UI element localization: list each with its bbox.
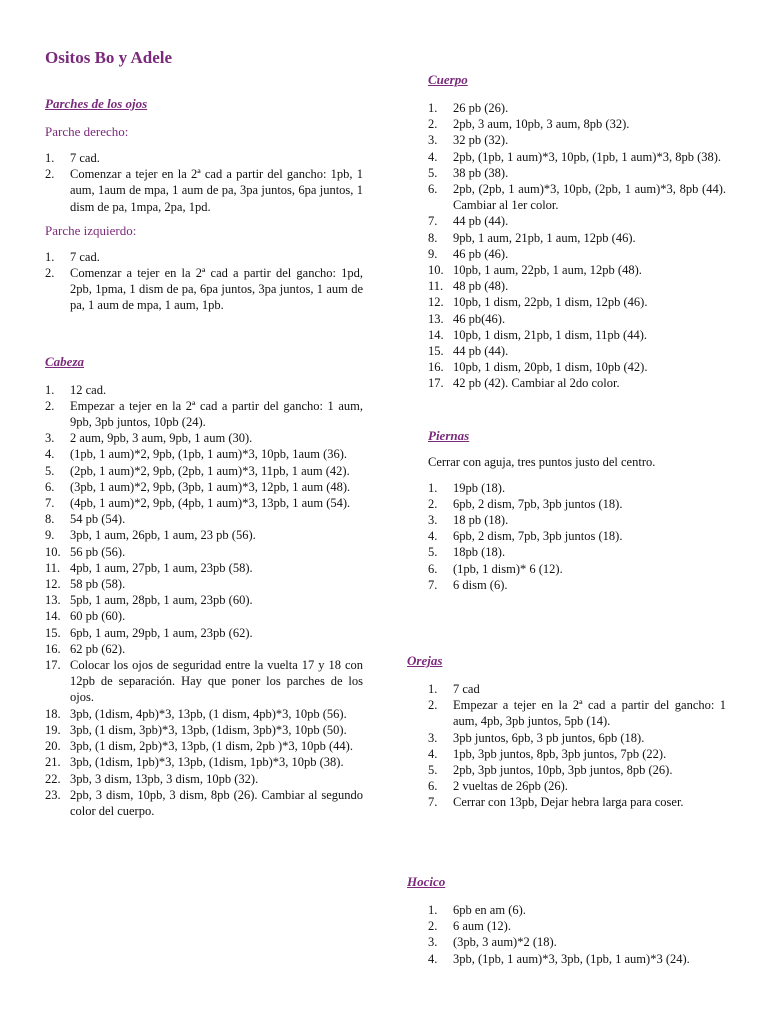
list-item-text: 10pb, 1 aum, 22pb, 1 aum, 12pb (48). — [453, 263, 642, 278]
section-title-orejas: Orejas — [407, 653, 443, 668]
list-item — [45, 754, 363, 770]
list-item-number: 16. — [428, 360, 444, 375]
list-item-number: 1. — [45, 249, 55, 264]
list-item-text: 3pb, (1dism, 1pb)*3, 13pb, (1dism, 1pb)*3, 10pb (38). — [70, 755, 344, 770]
list-item — [428, 181, 726, 213]
list-item-text: 7 cad. — [70, 249, 100, 264]
list-item-text: 6pb, 2 dism, 7pb, 3pb juntos (18). — [453, 496, 623, 511]
list-item-text: 3pb, 1 aum, 26pb, 1 aum, 23 pb (56). — [70, 528, 256, 543]
list-item-text: (1pb, 1 dism)* 6 (12). — [453, 561, 563, 576]
list-item-text: 2 aum, 9pb, 3 aum, 9pb, 1 aum (30). — [70, 431, 253, 446]
list-item-number: 7. — [428, 795, 438, 810]
list-item — [45, 527, 363, 543]
list-item — [45, 150, 363, 166]
section-title-cuerpo: Cuerpo — [428, 72, 468, 87]
list-item-number: 6. — [428, 779, 438, 794]
list-item — [428, 681, 726, 697]
section-title-cabeza: Cabeza — [45, 353, 84, 369]
list-item-text: 18pb (18). — [453, 545, 506, 560]
list-item — [45, 249, 363, 265]
list-item-text: 6 aum (12). — [453, 919, 511, 934]
list-item-number: 5. — [428, 763, 438, 778]
list-item-number: 1. — [428, 101, 438, 115]
list-item-text: (4pb, 1 aum)*2, 9pb, (4pb, 1 aum)*3, 13pb, 1 aum (54). — [70, 496, 351, 511]
list-item-text: 3pb, (1pb, 1 aum)*3, 3pb, (1pb, 1 aum)*3 (24). — [453, 951, 690, 966]
list-item — [428, 697, 726, 729]
list-item — [45, 608, 363, 624]
list-item-text: 7 cad. — [70, 151, 100, 165]
list-item-text: 32 pb (32). — [453, 133, 509, 148]
list-item-number: 10. — [45, 544, 61, 559]
list-item-number: 7. — [45, 496, 55, 511]
list-item — [428, 561, 726, 577]
list-item — [428, 116, 726, 132]
list-item-text: 6pb, 2 dism, 7pb, 3pb juntos (18). — [453, 529, 623, 544]
list-item — [428, 951, 726, 967]
list-item — [428, 778, 726, 794]
list-item — [45, 446, 363, 462]
list-item — [428, 496, 726, 512]
list-item — [428, 577, 726, 593]
list-item-number: 17. — [45, 658, 61, 673]
list-item-number: 7. — [428, 577, 438, 592]
list-item-number: 17. — [428, 376, 444, 391]
list-item — [45, 511, 363, 527]
list-item — [45, 787, 363, 819]
list-item-text: 10pb, 1 dism, 21pb, 1 dism, 11pb (44). — [453, 327, 647, 342]
list-item-number: 3. — [428, 730, 438, 745]
list-item-number: 14. — [45, 609, 61, 624]
list-item-text: 7 cad — [453, 682, 480, 696]
list-item-number: 8. — [45, 512, 55, 527]
list-item-number: 10. — [428, 263, 444, 278]
list-item-number: 2. — [428, 698, 438, 713]
list-item-number: 3. — [428, 513, 438, 528]
list-item-number: 2. — [428, 117, 438, 132]
list-item-number: 18. — [45, 706, 61, 721]
list-item — [45, 592, 363, 608]
list-item-number: 4. — [428, 149, 438, 164]
hocico-block — [407, 874, 726, 967]
list-item-number: 12. — [45, 577, 61, 592]
list-item-text: 44 pb (44). — [453, 344, 509, 359]
orejas-block — [407, 653, 726, 811]
list-item-text: 5pb, 1 aum, 28pb, 1 aum, 23pb (60). — [70, 593, 253, 608]
list-item — [428, 512, 726, 528]
list-item-number: 5. — [45, 463, 55, 478]
list-item — [428, 762, 726, 778]
list-item-number: 2. — [45, 266, 55, 281]
list-item — [428, 343, 726, 359]
list-item-text: Comenzar a tejer en la 2ª cad a partir del gancho: 1pd, 2pb, 1pma, 1 dism de pa, 6pa juntos, 3pa juntos, 1 aum de pa, 1 aum de mpa, 1 aum, 1pb. — [70, 266, 363, 313]
list-item — [428, 918, 726, 934]
list-item-number: 15. — [428, 344, 444, 359]
list-item-number: 13. — [428, 311, 444, 326]
list-item-number: 1. — [428, 682, 438, 696]
list-item-number: 3. — [428, 133, 438, 148]
list-item-text: 2pb, 3 dism, 10pb, 3 dism, 8pb (26). Cambiar al segundo color del cuerpo. — [70, 787, 363, 818]
list-item — [45, 479, 363, 495]
list-item-text: 19pb (18). — [453, 480, 506, 495]
list-item-number: 2. — [428, 496, 438, 511]
list-item-text: 6 dism (6). — [453, 577, 508, 592]
list-item-number: 6. — [428, 561, 438, 576]
list-item — [45, 706, 363, 722]
list-item-number: 6. — [428, 182, 438, 197]
list-item-number: 5. — [428, 545, 438, 560]
list-item-number: 7. — [428, 214, 438, 229]
list-item — [428, 213, 726, 229]
list-item-text: 46 pb(46). — [453, 311, 506, 326]
list-item — [45, 166, 363, 215]
list-item-text: 1pb, 3pb juntos, 8pb, 3pb juntos, 7pb (22). — [453, 746, 667, 761]
list-cabeza — [45, 382, 363, 819]
list-item — [45, 722, 363, 738]
list-item-text: Comenzar a tejer en la 2ª cad a partir del gancho: 1pb, 1 aum, 1aum de mpa, 1 aum de pa, 3pa juntos, 6pa juntos, 1 dism de pa, 1mpa, 2pa, 1pd. — [70, 167, 363, 214]
list-item-number: 14. — [428, 327, 444, 342]
section-title-hocico: Hocico — [407, 874, 446, 889]
list-item-text: 54 pb (54). — [70, 512, 126, 527]
list-item-text: 2 vueltas de 26pb (26). — [453, 779, 568, 794]
list-item-number: 6. — [45, 479, 55, 494]
list-item-number: 3. — [428, 935, 438, 950]
list-item-text: (3pb, 1 aum)*2, 9pb, (3pb, 1 aum)*3, 12pb, 1 aum (48). — [70, 479, 351, 494]
list-item — [428, 149, 726, 165]
list-item — [428, 730, 726, 746]
list-item-text: Empezar a tejer en la 2ª cad a partir del gancho: 1 aum, 4pb, 3pb juntos, 5pb (14). — [453, 698, 726, 729]
list-item-text: 10pb, 1 dism, 22pb, 1 dism, 12pb (46). — [453, 295, 648, 310]
list-item — [428, 544, 726, 560]
list-item-text: 44 pb (44). — [453, 214, 509, 229]
list-item-number: 5. — [428, 165, 438, 180]
list-item — [45, 382, 363, 398]
list-item-text: 6pb en am (6). — [453, 903, 526, 917]
list-item — [428, 528, 726, 544]
list-item-number: 2. — [45, 398, 55, 413]
list-item — [428, 246, 726, 262]
list-item-text: 26 pb (26). — [453, 101, 509, 115]
list-item — [45, 495, 363, 511]
list-item-text: 3pb juntos, 6pb, 3 pb juntos, 6pb (18). — [453, 730, 645, 745]
list-item-text: 46 pb (46). — [453, 246, 509, 261]
list-item — [428, 327, 726, 343]
subsection-title-parche-izquierdo: Parche izquierdo: — [45, 222, 137, 238]
list-item-number: 16. — [45, 641, 61, 656]
list-item — [45, 576, 363, 592]
list-item-number: 23. — [45, 787, 61, 802]
list-item — [428, 480, 726, 496]
list-item-number: 2. — [428, 919, 438, 934]
list-cuerpo — [428, 100, 726, 392]
list-item-number: 1. — [428, 480, 438, 495]
list-item-text: 58 pb (58). — [70, 577, 126, 592]
list-item-number: 4. — [45, 447, 55, 462]
list-item-text: 12 cad. — [70, 382, 107, 397]
list-item — [45, 657, 363, 706]
list-item-text: 56 pb (56). — [70, 544, 126, 559]
list-item-text: 3pb, (1dism, 4pb)*3, 13pb, (1 dism, 4pb)*3, 10pb (56). — [70, 706, 347, 721]
list-item-text: Colocar los ojos de seguridad entre la vuelta 17 y 18 con 12pb de separación. Hay que poner los parches de los ojos. — [70, 658, 363, 705]
list-item — [45, 463, 363, 479]
list-item-text: Cerrar con 13pb, Dejar hebra larga para coser. — [453, 795, 684, 810]
list-item-text: 18 pb (18). — [453, 513, 509, 528]
list-item — [428, 794, 726, 810]
list-item — [45, 738, 363, 754]
list-item-number: 19. — [45, 722, 61, 737]
list-item-text: 4pb, 1 aum, 27pb, 1 aum, 23pb (58). — [70, 560, 253, 575]
list-item-number: 3. — [45, 431, 55, 446]
list-parche-izquierdo — [45, 249, 363, 314]
list-item-text: (1pb, 1 aum)*2, 9pb, (1pb, 1 aum)*3, 10pb, 1aum (36). — [70, 447, 348, 462]
list-item-number: 4. — [428, 746, 438, 761]
list-item — [45, 560, 363, 576]
list-item — [428, 262, 726, 278]
list-item-number: 15. — [45, 625, 61, 640]
section-title-piernas: Piernas — [428, 427, 470, 443]
list-item-number: 20. — [45, 739, 61, 754]
list-item-text: 3pb, (1 dism, 2pb)*3, 13pb, (1 dism, 2pb )*3, 10pb (44). — [70, 739, 353, 754]
list-item — [428, 311, 726, 327]
list-item — [428, 375, 726, 391]
list-item-text: 2pb, (1pb, 1 aum)*3, 10pb, (1pb, 1 aum)*3, 8pb (38). — [453, 149, 722, 164]
list-item — [428, 934, 726, 950]
list-item-text: 38 pb (38). — [453, 165, 509, 180]
list-parche-derecho — [45, 150, 363, 215]
list-item — [45, 641, 363, 657]
list-item-text: 6pb, 1 aum, 29pb, 1 aum, 23pb (62). — [70, 625, 253, 640]
list-item — [428, 132, 726, 148]
list-item — [428, 294, 726, 310]
list-item — [45, 771, 363, 787]
piernas-intro: Cerrar con aguja, tres puntos justo del centro. — [428, 454, 656, 469]
list-item-text: 42 pb (42). Cambiar al 2do color. — [453, 376, 620, 391]
list-item — [45, 625, 363, 641]
list-item — [428, 100, 726, 116]
list-item-number: 4. — [428, 951, 438, 966]
list-item — [428, 902, 726, 918]
list-item-number: 11. — [45, 560, 61, 575]
list-item — [45, 544, 363, 560]
list-item-text: 2pb, 3 aum, 10pb, 3 aum, 8pb (32). — [453, 117, 630, 132]
list-item — [45, 430, 363, 446]
list-item-text: 3pb, (1 dism, 3pb)*3, 13pb, (1dism, 3pb)*3, 10pb (50). — [70, 722, 347, 737]
list-item-text: Empezar a tejer en la 2ª cad a partir del gancho: 1 aum, 9pb, 3pb juntos, 10pb (24). — [70, 398, 363, 430]
list-item-text: 3pb, 3 dism, 13pb, 3 dism, 10pb (32). — [70, 771, 259, 786]
list-item-text: 9pb, 1 aum, 21pb, 1 aum, 12pb (46). — [453, 230, 636, 245]
list-item-number: 8. — [428, 230, 438, 245]
list-item-number: 13. — [45, 593, 61, 608]
list-item-text: 60 pb (60). — [70, 609, 126, 624]
list-item — [45, 398, 363, 430]
list-item-text: 62 pb (62). — [70, 641, 126, 656]
list-item — [45, 265, 363, 314]
list-item-text: (2pb, 1 aum)*2, 9pb, (2pb, 1 aum)*3, 11pb, 1 aum (42). — [70, 463, 350, 478]
document-title: Ositos Bo y Adele — [45, 48, 173, 67]
list-item — [428, 746, 726, 762]
list-item-number: 9. — [428, 246, 438, 261]
section-title-parches: Parches de los ojos — [45, 96, 148, 111]
list-item — [428, 165, 726, 181]
list-item-number: 22. — [45, 771, 61, 786]
list-item-number: 9. — [45, 528, 55, 543]
list-orejas — [428, 681, 726, 811]
list-item-text: (3pb, 3 aum)*2 (18). — [453, 935, 557, 950]
list-hocico — [428, 902, 726, 967]
list-item-number: 4. — [428, 529, 438, 544]
list-item-number: 1. — [45, 151, 55, 165]
list-item-number: 11. — [428, 279, 444, 294]
list-item — [428, 230, 726, 246]
right-column — [428, 72, 726, 593]
list-item-number: 2. — [45, 167, 55, 182]
list-item-text: 10pb, 1 dism, 20pb, 1 dism, 10pb (42). — [453, 360, 648, 375]
list-item-text: 2pb, (2pb, 1 aum)*3, 10pb, (2pb, 1 aum)*3, 8pb (44). Cambiar al 1er color. — [453, 182, 726, 213]
list-item-number: 1. — [428, 903, 438, 917]
list-item-text: 48 pb (48). — [453, 279, 509, 294]
subsection-title-parche-derecho: Parche derecho: — [45, 124, 129, 139]
list-item-number: 12. — [428, 295, 444, 310]
left-column — [45, 48, 363, 819]
list-item — [428, 359, 726, 375]
list-item-number: 21. — [45, 755, 61, 770]
list-item — [428, 278, 726, 294]
list-piernas — [428, 480, 726, 593]
list-item-number: 1. — [45, 382, 55, 397]
list-item-text: 2pb, 3pb juntos, 10pb, 3pb juntos, 8pb (26). — [453, 763, 673, 778]
